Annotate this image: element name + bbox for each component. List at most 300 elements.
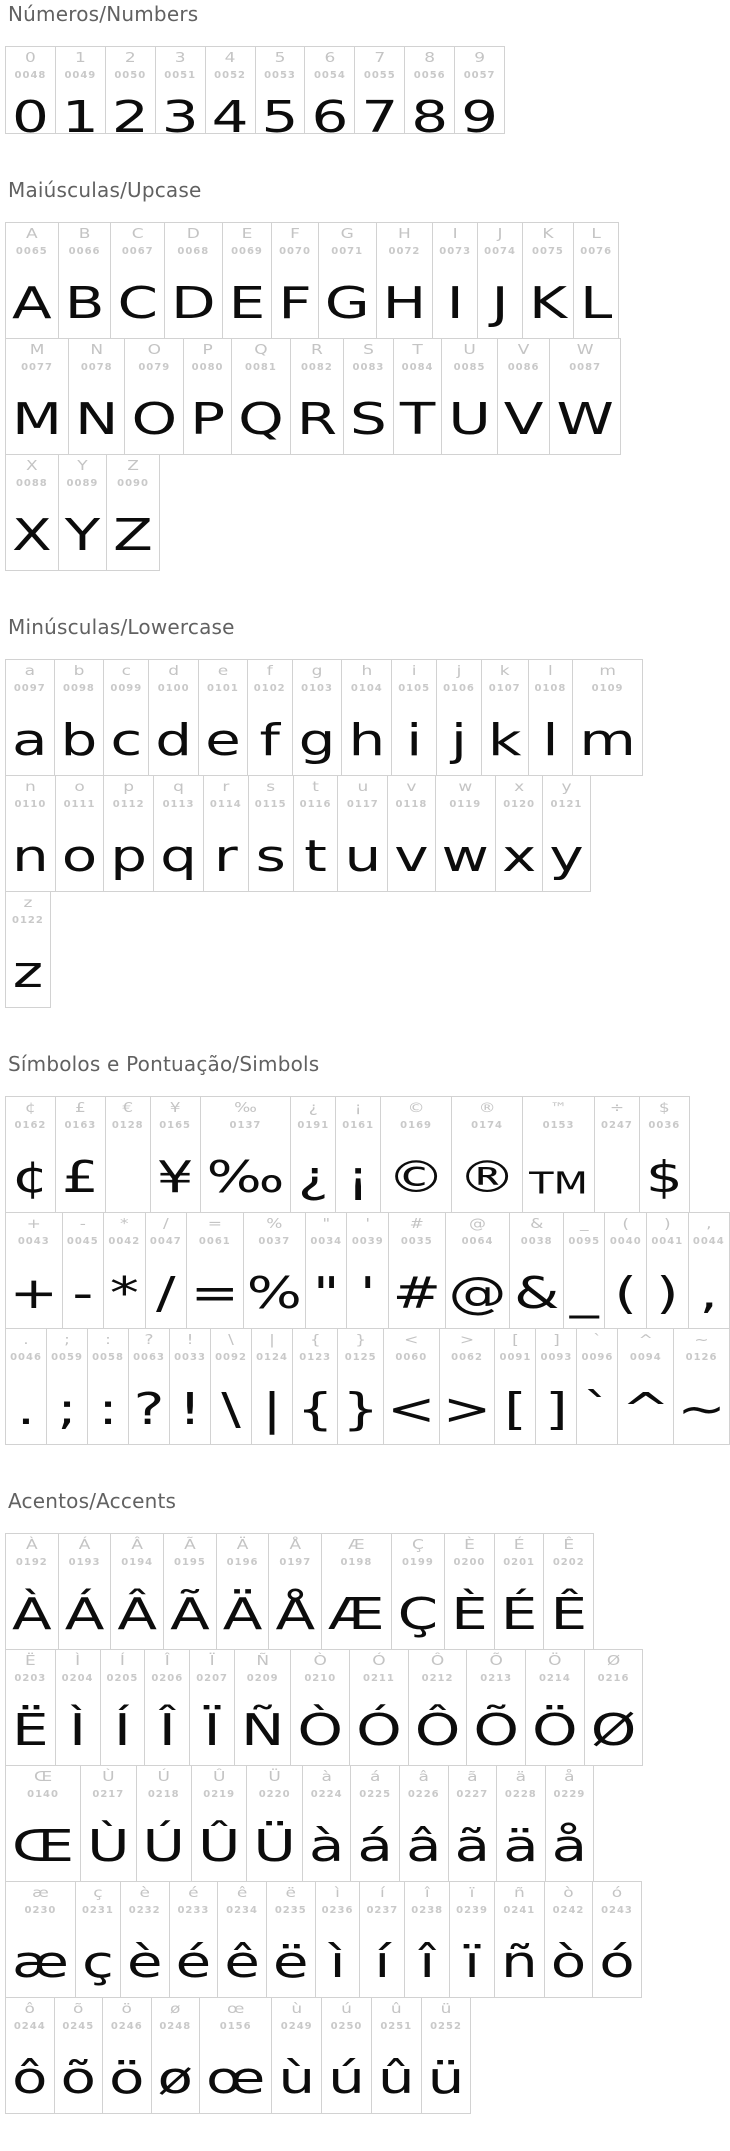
glyph-label: á (369, 1769, 381, 1786)
glyph-area (447, 257, 464, 338)
glyph-label: c (121, 663, 131, 680)
glyph-preview: ] (545, 1383, 568, 1435)
unicode-code: 0203 (14, 1673, 47, 1684)
unicode-code: 0101 (207, 683, 239, 694)
unicode-code: 0046 (10, 1352, 42, 1363)
charmap-page (5, 2, 730, 2114)
unicode-code: 0108 (534, 683, 567, 694)
glyph-preview: Y (64, 509, 101, 561)
glyph-preview: O (131, 393, 178, 445)
glyph-cell (444, 1533, 495, 1650)
glyph-area (12, 489, 52, 570)
unicode-code: 0091 (499, 1352, 532, 1363)
glyph-preview: ^ (621, 1383, 671, 1435)
glyph-cell (481, 659, 529, 776)
glyph-preview: Í (113, 1704, 131, 1756)
glyph-cell (217, 1881, 267, 1998)
glyph-label: ó (611, 1885, 623, 1902)
glyph-area (532, 1684, 578, 1765)
glyph-preview: ~ (677, 1383, 726, 1435)
glyph-label: Ê (563, 1537, 575, 1554)
glyph-cell (5, 222, 59, 339)
unicode-code: 0082 (300, 362, 333, 373)
unicode-code: 0229 (553, 1789, 586, 1800)
glyph-row (5, 1649, 730, 1766)
glyph-cell (198, 659, 248, 776)
glyph-cell (584, 1649, 644, 1766)
glyph-cell (110, 1533, 164, 1650)
glyph-preview: á (357, 1820, 393, 1872)
glyph-label: Ü (268, 1769, 281, 1786)
glyph-preview: [ (504, 1383, 527, 1435)
unicode-code: 0219 (203, 1789, 236, 1800)
glyph-cell (388, 1212, 446, 1329)
glyph-cell (290, 1649, 350, 1766)
glyph-area (342, 1363, 379, 1444)
glyph-label: U (463, 342, 476, 359)
glyph-preview: ò (550, 1936, 587, 1988)
glyph-preview: z (12, 946, 44, 998)
glyph-cell (549, 338, 620, 455)
glyph-preview: í (374, 1936, 391, 1988)
unicode-code: 0097 (13, 683, 46, 694)
glyph-cell (136, 1765, 192, 1882)
glyph-label: _ (579, 1216, 589, 1233)
unicode-code: 0094 (629, 1352, 662, 1363)
glyph-cell (55, 1096, 106, 1213)
glyph-cell (542, 775, 590, 892)
glyph-preview: ã (454, 1820, 491, 1872)
glyph-area (348, 694, 385, 775)
glyph-area (212, 81, 249, 148)
glyph-label: ® (478, 1100, 496, 1117)
glyph-preview: Ò (297, 1704, 344, 1756)
glyph-cell (436, 659, 482, 776)
glyph-preview: u (344, 830, 382, 882)
glyph-area (12, 1568, 52, 1649)
glyph-label: i (411, 663, 417, 680)
glyph-preview: a (12, 714, 48, 766)
glyph-label: Ù (102, 1769, 115, 1786)
glyph-area (12, 694, 48, 775)
glyph-area (387, 1131, 445, 1212)
unicode-code: 0220 (258, 1789, 291, 1800)
unicode-code: 0238 (411, 1905, 444, 1916)
glyph-preview: f (259, 714, 280, 766)
glyph-cell (200, 1096, 292, 1213)
glyph-label: 9 (474, 50, 486, 67)
glyph-preview: Ï (203, 1704, 221, 1756)
glyph-area (253, 1800, 295, 1881)
glyph-preview: + (9, 1267, 59, 1319)
glyph-cell (387, 775, 435, 892)
glyph-cell (383, 1328, 440, 1445)
glyph-preview: õ (60, 2052, 96, 2104)
glyph-cell (46, 1328, 88, 1445)
glyph-area (57, 1363, 77, 1444)
unicode-code: 0051 (164, 70, 197, 81)
unicode-code: 0075 (532, 246, 564, 257)
unicode-code: 0038 (520, 1236, 553, 1247)
unicode-code: 0202 (552, 1557, 585, 1568)
glyph-area (406, 694, 422, 775)
glyph-cell (544, 1881, 594, 1998)
glyph-preview: £ (61, 1151, 99, 1203)
unicode-code: 0113 (162, 799, 195, 810)
glyph-label: ë (285, 1885, 296, 1902)
glyph-label: Œ (33, 1769, 53, 1786)
unicode-code: 0121 (550, 799, 583, 810)
glyph-area (65, 1568, 105, 1649)
glyph-preview: y (549, 830, 584, 882)
glyph-cell (268, 1533, 322, 1650)
unicode-code: 0068 (177, 246, 210, 257)
glyph-label: x (514, 779, 525, 796)
glyph-preview: A (12, 277, 52, 329)
glyph-label: n (24, 779, 36, 796)
glyph-area (579, 694, 636, 775)
glyph-area (114, 1684, 131, 1765)
glyph-preview: . (16, 1383, 36, 1435)
glyph-preview: Ô (414, 1704, 461, 1756)
glyph-area (570, 1247, 599, 1328)
unicode-code: 0140 (27, 1789, 59, 1800)
glyph-cell (404, 1881, 450, 1998)
glyph-area (529, 1131, 588, 1212)
unicode-code: 0039 (351, 1236, 384, 1247)
glyph-preview: h (348, 714, 386, 766)
glyph-area (451, 694, 467, 775)
glyph-label: ã (467, 1769, 478, 1786)
unicode-code: 0247 (601, 1120, 633, 1131)
unicode-code: 0042 (108, 1236, 141, 1247)
glyph-cell (120, 1881, 170, 1998)
glyph-preview: ú (328, 2052, 365, 2104)
glyph-label: ' (365, 1216, 371, 1233)
glyph-area (347, 1131, 370, 1212)
glyph-cell (5, 775, 56, 892)
glyph-label: ú (341, 2001, 352, 2018)
unicode-code: 0074 (484, 246, 516, 257)
glyph-preview: Ü (253, 1820, 296, 1872)
glyph-area (550, 1568, 587, 1649)
glyph-label: € (122, 1100, 134, 1117)
glyph-preview: C (117, 277, 158, 329)
glyph-label: 4 (224, 50, 236, 67)
glyph-cell (563, 1212, 606, 1329)
glyph-area (297, 373, 337, 454)
unicode-code: 0071 (331, 246, 364, 257)
glyph-label: o (74, 779, 85, 796)
glyph-cell (5, 1881, 76, 1998)
unicode-code: 0043 (17, 1236, 50, 1247)
glyph-area (62, 1131, 99, 1212)
glyph-cell (439, 1328, 496, 1445)
unicode-code: 0217 (92, 1789, 125, 1800)
glyph-cell (103, 1212, 146, 1329)
glyph-preview: o (61, 830, 98, 882)
unicode-code: 0040 (609, 1236, 642, 1247)
unicode-code: 0099 (110, 683, 143, 694)
unicode-code: 0213 (480, 1673, 513, 1684)
unicode-code: 0241 (503, 1905, 536, 1916)
glyph-area (580, 257, 612, 338)
glyph-cell (448, 1765, 498, 1882)
glyph-area (259, 694, 279, 775)
unicode-code: 0207 (196, 1673, 229, 1684)
glyph-label: 0 (25, 50, 36, 67)
glyph-preview: R (296, 393, 338, 445)
glyph-area (12, 81, 49, 148)
unicode-code: 0055 (363, 70, 396, 81)
unicode-code: 0209 (246, 1673, 279, 1684)
glyph-label: Ç (411, 1537, 424, 1554)
glyph-label: # (409, 1216, 424, 1233)
glyph-preview: 9 (461, 91, 499, 143)
glyph-cell (5, 659, 55, 776)
unicode-code: 0248 (159, 2021, 192, 2032)
glyph-label: [ (512, 1332, 519, 1349)
glyph-cell (153, 775, 204, 892)
glyph-cell (54, 1997, 104, 2114)
unicode-code: 0059 (51, 1352, 83, 1363)
unicode-code: 0035 (400, 1236, 433, 1247)
glyph-cell (432, 222, 478, 339)
glyph-preview: = (190, 1267, 240, 1319)
unicode-code: 0225 (359, 1789, 392, 1800)
glyph-cell (155, 46, 206, 143)
glyph-area (328, 2032, 365, 2113)
glyph-row (5, 338, 730, 455)
glyph-preview: c (110, 714, 143, 766)
glyph-label: ø (170, 2001, 181, 2018)
unicode-code: 0163 (64, 1120, 97, 1131)
glyph-cell (509, 1212, 564, 1329)
glyph-cell (535, 1328, 577, 1445)
unicode-code: 0199 (401, 1557, 434, 1568)
unicode-code: 0085 (453, 362, 486, 373)
glyph-cell (522, 1096, 595, 1213)
glyph-cell (391, 1533, 446, 1650)
unicode-code: 0081 (244, 362, 277, 373)
glyph-label: j (456, 663, 462, 680)
glyph-cell (5, 1096, 56, 1213)
glyph-area (297, 1684, 343, 1765)
glyph-cell (594, 1096, 640, 1213)
glyph-label: Æ (348, 1537, 365, 1554)
glyph-row (5, 1096, 730, 1213)
glyph-label: z (23, 895, 33, 912)
glyph-area (17, 1363, 35, 1444)
glyph-area (158, 2032, 194, 2113)
unicode-code: 0050 (114, 70, 147, 81)
glyph-cell (292, 659, 343, 776)
glyph-preview: d (155, 714, 193, 766)
glyph-area (112, 81, 149, 148)
glyph-label: Ó (372, 1653, 386, 1670)
glyph-area (464, 1916, 480, 1997)
glyph-area (110, 810, 147, 891)
glyph-label: Û (212, 1769, 226, 1786)
unicode-code: 0037 (258, 1236, 291, 1247)
glyph-preview: 7 (361, 91, 399, 143)
glyph-cell (248, 775, 294, 892)
glyph-label: ô (24, 2001, 35, 2018)
glyph-row (5, 1997, 730, 2114)
glyph-area (110, 694, 142, 775)
glyph-preview: s (255, 830, 286, 882)
glyph-label: + (26, 1216, 41, 1233)
glyph-area (12, 1800, 74, 1881)
glyph-preview: 2 (111, 91, 149, 143)
glyph-preview: Ä (222, 1588, 263, 1640)
glyph-preview: v (394, 830, 429, 882)
unicode-code: 0200 (453, 1557, 486, 1568)
glyph-area (69, 1684, 86, 1765)
glyph-cell (144, 1649, 190, 1766)
glyph-cell (106, 454, 160, 571)
glyph-area (278, 2032, 315, 2113)
glyph-cell (522, 222, 574, 339)
glyph-preview: ô (12, 2052, 48, 2104)
glyph-area (162, 81, 199, 148)
glyph-area (378, 2032, 415, 2113)
glyph-area (12, 2032, 48, 2113)
glyph-label: Í (119, 1653, 125, 1670)
unicode-code: 0096 (581, 1352, 614, 1363)
glyph-label: Ã (184, 1537, 196, 1554)
unicode-code: 0088 (15, 478, 48, 489)
glyph-preview: ù (278, 2052, 316, 2104)
glyph-label: â (418, 1769, 429, 1786)
glyph-cell (525, 1649, 585, 1766)
section-title: Números/Numbers (8, 2, 199, 26)
glyph-cell (271, 222, 318, 339)
glyph-preview: ¿ (297, 1151, 329, 1203)
glyph-label: © (407, 1100, 425, 1117)
glyph-area (329, 1916, 345, 1997)
unicode-code: 0212 (421, 1673, 454, 1684)
unicode-code: 0092 (215, 1352, 247, 1363)
glyph-preview: ¡ (346, 1151, 370, 1203)
glyph-cell (337, 1328, 383, 1445)
glyph-cell (164, 222, 223, 339)
unicode-code: 0054 (313, 70, 346, 81)
glyph-cell (62, 1212, 105, 1329)
glyph-preview: P (190, 393, 226, 445)
glyph-label: Å (289, 1537, 302, 1554)
glyph-label: M (29, 342, 45, 359)
glyph-cell (231, 338, 291, 455)
glyph-area (374, 1916, 390, 1997)
glyph-grid (5, 659, 730, 1008)
glyph-cell (100, 1649, 146, 1766)
glyph-label: v (406, 779, 417, 796)
glyph-preview: e (205, 714, 241, 766)
glyph-preview: ó (599, 1936, 635, 1988)
glyph-preview: x (501, 830, 537, 882)
glyph-label: \ (228, 1332, 234, 1349)
unicode-code: 0205 (106, 1673, 139, 1684)
glyph-label: 3 (174, 50, 186, 67)
unicode-code: 0194 (121, 1557, 154, 1568)
glyph-area (542, 694, 558, 775)
glyph-label: Î (164, 1653, 170, 1670)
glyph-label: è (139, 1885, 150, 1902)
unicode-code: 0106 (443, 683, 475, 694)
section-title: Minúsculas/Lowercase (8, 615, 235, 639)
glyph-preview: $ (645, 1151, 683, 1203)
glyph-preview: U (448, 393, 491, 445)
glyph-label: a (24, 663, 35, 680)
glyph-preview: Ê (550, 1588, 588, 1640)
glyph-cell (55, 1649, 101, 1766)
glyph-preview: r (213, 830, 238, 882)
glyph-label: B (78, 226, 91, 243)
glyph-area (504, 1363, 527, 1444)
glyph-preview: ¢ (12, 1151, 49, 1203)
glyph-cell (210, 1328, 252, 1445)
unicode-code: 0066 (68, 246, 101, 257)
glyph-area (224, 1916, 260, 1997)
glyph-preview: G (324, 277, 370, 329)
glyph-cell (477, 222, 523, 339)
unicode-code: 0230 (24, 1905, 57, 1916)
glyph-area (12, 810, 49, 891)
glyph-label: ï (469, 1885, 475, 1902)
glyph-cell (169, 1328, 211, 1445)
unicode-code: 0196 (226, 1557, 259, 1568)
glyph-label: ü (440, 2001, 452, 2018)
glyph-preview: k (487, 714, 522, 766)
glyph-cell (292, 1328, 338, 1445)
glyph-preview: 0 (12, 91, 49, 143)
charmap-section (5, 1052, 730, 1445)
glyph-cell (371, 1997, 422, 2114)
unicode-code: 0089 (66, 478, 99, 489)
charmap-section (5, 615, 730, 1008)
glyph-preview: ë (272, 1936, 309, 1988)
glyph-preview: J (491, 277, 509, 329)
glyph-area (400, 373, 435, 454)
glyph-area (178, 1363, 201, 1444)
glyph-cell (183, 338, 232, 455)
unicode-code: 0078 (80, 362, 113, 373)
glyph-area (238, 373, 284, 454)
glyph-cell (5, 1765, 81, 1882)
glyph-label: { (309, 1332, 321, 1349)
unicode-code: 0214 (538, 1673, 571, 1684)
glyph-area (9, 1247, 58, 1328)
glyph-label: G (340, 226, 354, 243)
unicode-code: 0162 (14, 1120, 47, 1131)
glyph-area (451, 1568, 488, 1649)
glyph-cell (186, 1212, 244, 1329)
glyph-area (127, 1916, 163, 1997)
glyph-preview: * (109, 1267, 139, 1319)
glyph-area (415, 1684, 461, 1765)
unicode-code: 0153 (542, 1120, 575, 1131)
glyph-cell (148, 659, 199, 776)
glyph-cell (5, 1328, 47, 1445)
glyph-area (72, 1247, 93, 1328)
glyph-preview: j (450, 714, 468, 766)
unicode-code: 0211 (362, 1673, 395, 1684)
glyph-label: Ï (209, 1653, 215, 1670)
glyph-preview: W (556, 393, 614, 445)
glyph-area (109, 2032, 145, 2113)
glyph-cell (441, 338, 497, 455)
